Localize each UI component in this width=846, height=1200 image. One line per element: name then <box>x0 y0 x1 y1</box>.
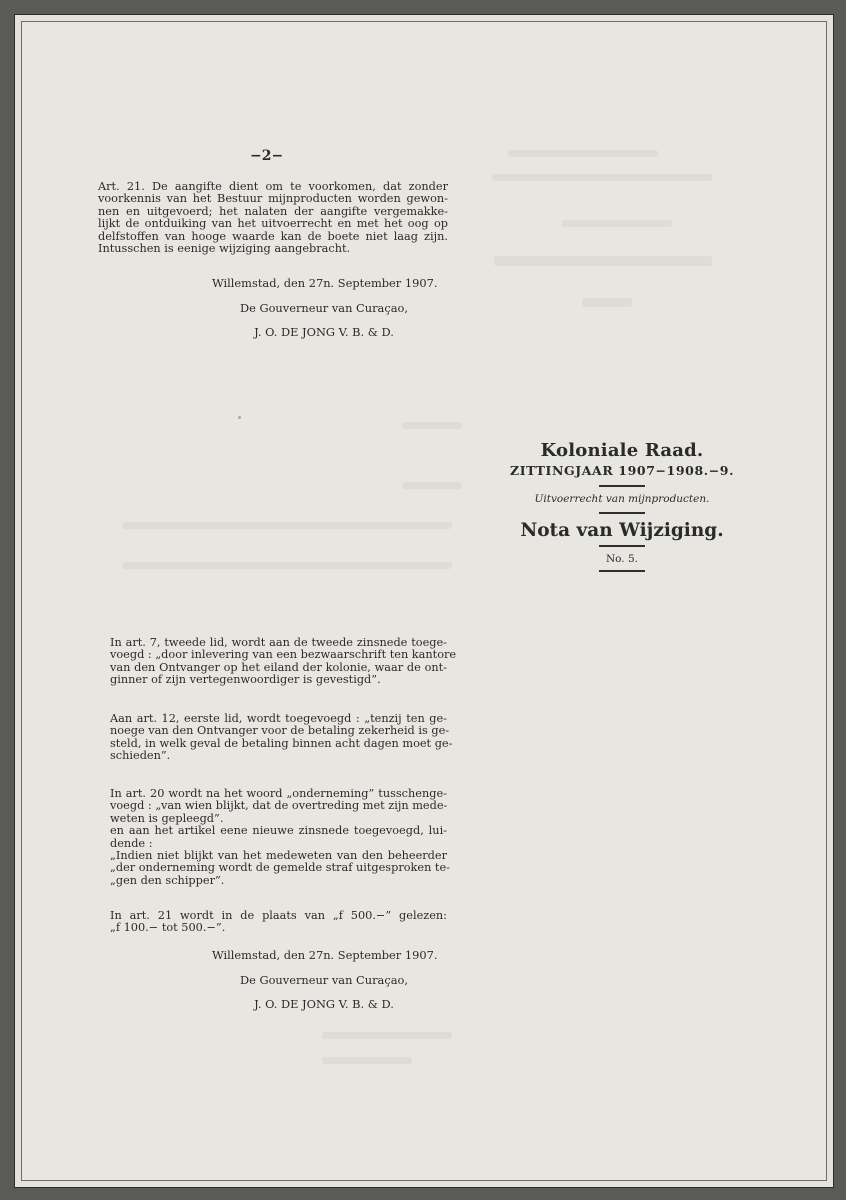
signature-role: De Gouverneur van Curaçao, <box>239 301 408 315</box>
text-line: „f 100.− tot 500.−”. <box>110 921 226 935</box>
text-line: „gen den schipper”. <box>110 873 225 887</box>
text-line: voegd : „van wien blijkt, dat de overtreding met zijn mede- <box>110 799 448 813</box>
text-line: noege van den Ontvanger voor de betaling zekerheid is ge- <box>110 724 450 738</box>
show-through-line <box>582 298 632 307</box>
text-line: dende : <box>110 836 153 850</box>
subject-line: Uitvoerrecht van mijnproducten. <box>534 493 710 505</box>
session-year: ZITTINGJAAR 1907−1908.−9. <box>509 463 735 478</box>
divider-rule <box>599 512 645 514</box>
text-line: „der onderneming wordt de gemelde straf uitgesproken te- <box>110 861 450 875</box>
text-line: delfstoffen van hooge waarde kan de boete niet laag zijn. <box>98 229 448 243</box>
show-through-line <box>508 150 658 157</box>
divider-rule <box>599 485 645 487</box>
show-through-line <box>122 522 452 529</box>
show-through-line <box>402 422 462 429</box>
text-line: Art. 21. De aangifte dient om te voorkomen, dat zonder <box>98 180 448 193</box>
show-through-line <box>494 256 712 266</box>
document-page <box>21 21 827 1181</box>
text-line: Intusschen is eenige wijziging aangebracht. <box>98 242 351 256</box>
show-through-line <box>562 220 672 227</box>
text-line: Aan art. 12, eerste lid, wordt toegevoegd : „tenzij ten ge- <box>110 712 447 725</box>
signature-name: J. O. DE JONG V. B. & D. <box>254 325 394 339</box>
signature-role: De Gouverneur van Curaçao, <box>239 973 408 987</box>
show-through-line <box>322 1032 452 1039</box>
council-title: Koloniale Raad. <box>540 440 704 461</box>
paper-speck <box>238 416 241 419</box>
text-line: In art. 21 wordt in de plaats van „f 500.−” gelezen: <box>110 909 447 922</box>
article-21-explanation <box>98 181 448 255</box>
text-line: voorkennis van het Bestuur mijnproducten worden gewon- <box>98 192 448 206</box>
signature-name: J. O. DE JONG V. B. & D. <box>254 997 394 1011</box>
text-line: In art. 7, tweede lid, wordt aan de tweede zinsnede toege- <box>110 636 447 649</box>
text-line: In art. 20 wordt na het woord „onderneming” tusschenge- <box>110 787 447 800</box>
amendment-art-12 <box>110 712 453 763</box>
divider-rule <box>599 570 645 572</box>
document-sheet <box>14 14 834 1188</box>
signature-place-date: Willemstad, den 27n. September 1907. <box>212 276 438 290</box>
text-line: steld, in welk geval de betaling binnen acht dagen moet ge- <box>110 736 453 750</box>
text-line: weten is gepleegd”. <box>110 811 224 825</box>
text-line: ginner of zijn vertegenwoordiger is gevestigd”. <box>110 673 381 687</box>
document-title: Nota van Wijziging. <box>520 520 724 541</box>
text-line: schieden”. <box>110 749 171 763</box>
show-through-line <box>322 1057 412 1064</box>
text-line: van den Ontvanger op het eiland der kolonie, waar de ont- <box>110 660 447 674</box>
text-line: lijkt de ontduiking van het uitvoerrecht en met het oog op <box>98 217 448 231</box>
show-through-line <box>402 482 462 489</box>
amendment-art-20 <box>110 787 450 887</box>
show-through-line <box>122 562 452 569</box>
text-line: nen en uitgevoerd; het nalaten der aangifte vergemakke- <box>98 204 448 218</box>
text-line: voegd : „door inlevering van een bezwaarschrift ten kantore <box>110 648 457 662</box>
text-line: en aan het artikel eene nieuwe zinsnede toegevoegd, lui- <box>110 824 447 838</box>
document-number: No. 5. <box>605 553 639 565</box>
divider-rule <box>599 545 645 547</box>
page-number: −2− <box>250 148 284 164</box>
amendment-art-21 <box>110 910 447 935</box>
council-header-block <box>492 440 752 578</box>
text-line: „Indien niet blijkt van het medeweten van den beheerder <box>110 849 447 863</box>
amendment-art-7 <box>110 636 457 687</box>
signature-place-date: Willemstad, den 27n. September 1907. <box>212 948 438 962</box>
show-through-line <box>492 174 712 181</box>
